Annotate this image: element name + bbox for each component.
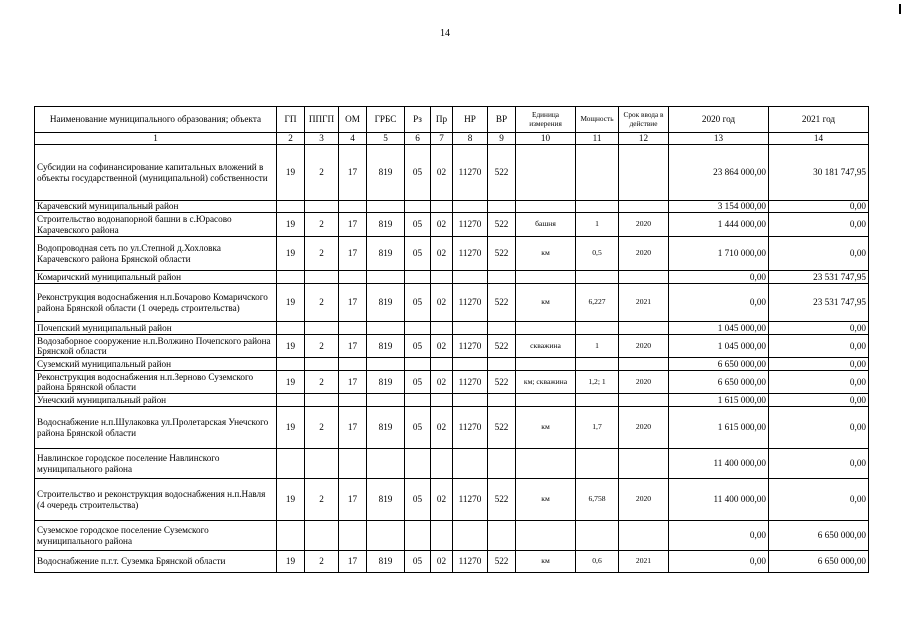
cell-grbs: 819 — [367, 284, 405, 322]
cell-vr: 522 — [488, 407, 516, 449]
cell-rz — [405, 201, 431, 213]
cell-pr — [431, 271, 453, 284]
cell-name: Строительство и реконструкция водоснабжения н.п.Навля (4 очередь строительства) — [35, 479, 277, 521]
cell-gp — [277, 322, 305, 335]
cell-unit — [516, 394, 576, 407]
column-number: 6 — [405, 133, 431, 145]
table-row — [35, 335, 869, 358]
table-row — [35, 449, 869, 479]
cell-grbs — [367, 394, 405, 407]
cell-grbs — [367, 521, 405, 551]
table-row — [35, 145, 869, 201]
cell-unit: башня — [516, 213, 576, 237]
header-2021: 2021 год — [769, 107, 869, 133]
cell-name: Суземское городское поселение Суземского муниципального района — [35, 521, 277, 551]
cell-unit — [516, 521, 576, 551]
cell-rz — [405, 358, 431, 371]
header-name: Наименование муниципального образования; объекта — [35, 107, 277, 133]
cell-vr: 522 — [488, 237, 516, 271]
cell-year-2020: 0,00 — [669, 551, 769, 573]
cell-grbs: 819 — [367, 237, 405, 271]
cell-nr — [453, 394, 488, 407]
table-row — [35, 479, 869, 521]
cell-rz: 05 — [405, 407, 431, 449]
cell-unit — [516, 145, 576, 201]
table-row — [35, 394, 869, 407]
column-number: 4 — [339, 133, 367, 145]
column-number: 3 — [305, 133, 339, 145]
cell-om: 17 — [339, 213, 367, 237]
cell-ppgp: 2 — [305, 479, 339, 521]
cell-unit: км — [516, 479, 576, 521]
table-row — [35, 201, 869, 213]
cell-om: 17 — [339, 284, 367, 322]
cell-om: 17 — [339, 551, 367, 573]
column-number: 2 — [277, 133, 305, 145]
header-gp: ГП — [277, 107, 305, 133]
cell-rz: 05 — [405, 479, 431, 521]
table-row — [35, 407, 869, 449]
table-row — [35, 271, 869, 284]
cell-nr: 11270 — [453, 213, 488, 237]
cell-capacityear- — [576, 145, 619, 201]
cell-ppgp — [305, 394, 339, 407]
cell-pr: 02 — [431, 371, 453, 394]
cell-deadline: 2021 — [619, 284, 669, 322]
cell-year-2021: 0,00 — [769, 322, 869, 335]
cell-rz: 05 — [405, 145, 431, 201]
cell-rz — [405, 394, 431, 407]
cell-capacityear-: 0,5 — [576, 237, 619, 271]
cell-year-2021: 0,00 — [769, 358, 869, 371]
table-row — [35, 284, 869, 322]
column-number: 8 — [453, 133, 488, 145]
cell-grbs — [367, 322, 405, 335]
cell-name: Субсидии на софинансирование капитальных вложений в объекты государственной (муниципальной) собственности — [35, 145, 277, 201]
cell-deadline — [619, 394, 669, 407]
cell-rz: 05 — [405, 335, 431, 358]
table-row — [35, 551, 869, 573]
cell-om — [339, 201, 367, 213]
cell-year-2021: 0,00 — [769, 407, 869, 449]
cell-grbs: 819 — [367, 407, 405, 449]
cell-om — [339, 358, 367, 371]
cell-year-2021: 0,00 — [769, 237, 869, 271]
cell-year-2021: 23 531 747,95 — [769, 271, 869, 284]
cell-year-2020: 1 710 000,00 — [669, 237, 769, 271]
cell-pr: 02 — [431, 407, 453, 449]
cell-year-2020: 1 444 000,00 — [669, 213, 769, 237]
cell-nr: 11270 — [453, 335, 488, 358]
cell-unit: км — [516, 407, 576, 449]
cell-ppgp: 2 — [305, 335, 339, 358]
cell-year-2020: 3 154 000,00 — [669, 201, 769, 213]
cell-om: 17 — [339, 371, 367, 394]
cell-deadline — [619, 358, 669, 371]
cell-deadline: 2021 — [619, 551, 669, 573]
cell-year-2021: 30 181 747,95 — [769, 145, 869, 201]
cell-nr — [453, 322, 488, 335]
cell-capacityear- — [576, 521, 619, 551]
header-deadline: Срок ввода в действие — [619, 107, 669, 133]
cell-nr: 11270 — [453, 479, 488, 521]
cell-name: Почепский муниципальный район — [35, 322, 277, 335]
cell-nr — [453, 271, 488, 284]
cell-ppgp: 2 — [305, 551, 339, 573]
budget-table — [34, 106, 869, 573]
cell-ppgp — [305, 449, 339, 479]
cell-rz: 05 — [405, 551, 431, 573]
cell-rz — [405, 322, 431, 335]
cell-deadline — [619, 449, 669, 479]
cell-om — [339, 521, 367, 551]
cell-unit — [516, 271, 576, 284]
cell-om — [339, 449, 367, 479]
cell-grbs: 819 — [367, 479, 405, 521]
column-number-row — [35, 133, 869, 145]
header-ppgp: ППГП — [305, 107, 339, 133]
cell-nr — [453, 201, 488, 213]
cell-pr — [431, 322, 453, 335]
cell-year-2021: 0,00 — [769, 371, 869, 394]
cell-gp: 19 — [277, 213, 305, 237]
header-2020: 2020 год — [669, 107, 769, 133]
cell-vr: 522 — [488, 479, 516, 521]
cell-grbs: 819 — [367, 335, 405, 358]
cell-grbs: 819 — [367, 213, 405, 237]
column-number: 10 — [516, 133, 576, 145]
cell-rz — [405, 521, 431, 551]
header-pr: Пр — [431, 107, 453, 133]
cell-gp — [277, 521, 305, 551]
cell-year-2020: 1 615 000,00 — [669, 407, 769, 449]
cell-grbs — [367, 271, 405, 284]
cell-om: 17 — [339, 237, 367, 271]
cell-vr — [488, 449, 516, 479]
cell-nr: 11270 — [453, 371, 488, 394]
cell-nr: 11270 — [453, 551, 488, 573]
cell-gp: 19 — [277, 551, 305, 573]
cell-om: 17 — [339, 407, 367, 449]
cell-deadline: 2020 — [619, 479, 669, 521]
cell-vr — [488, 521, 516, 551]
cell-year-2021: 0,00 — [769, 335, 869, 358]
cell-rz: 05 — [405, 371, 431, 394]
header-rz: Рз — [405, 107, 431, 133]
cell-gp: 19 — [277, 145, 305, 201]
cell-pr — [431, 521, 453, 551]
cell-pr: 02 — [431, 479, 453, 521]
cell-capacityear-: 1,2; 1 — [576, 371, 619, 394]
cell-vr — [488, 271, 516, 284]
cell-name: Водоснабжение п.г.т. Суземка Брянской области — [35, 551, 277, 573]
header-row — [35, 107, 869, 133]
cell-ppgp — [305, 322, 339, 335]
cell-pr: 02 — [431, 284, 453, 322]
cell-gp — [277, 271, 305, 284]
cell-name: Комаричский муниципальный район — [35, 271, 277, 284]
column-number: 13 — [669, 133, 769, 145]
header-om: ОМ — [339, 107, 367, 133]
cell-nr: 11270 — [453, 145, 488, 201]
cell-capacityear- — [576, 358, 619, 371]
cell-ppgp: 2 — [305, 284, 339, 322]
cell-pr: 02 — [431, 213, 453, 237]
table-row — [35, 521, 869, 551]
cell-deadline — [619, 201, 669, 213]
cell-nr: 11270 — [453, 407, 488, 449]
cell-year-2020: 0,00 — [669, 271, 769, 284]
cell-pr: 02 — [431, 145, 453, 201]
cell-vr — [488, 394, 516, 407]
cell-year-2020: 1 045 000,00 — [669, 322, 769, 335]
cell-name: Карачевский муниципальный район — [35, 201, 277, 213]
page-number: 14 — [440, 28, 450, 39]
cell-grbs — [367, 201, 405, 213]
cell-vr — [488, 358, 516, 371]
cell-pr: 02 — [431, 237, 453, 271]
cell-ppgp — [305, 271, 339, 284]
table-row — [35, 237, 869, 271]
cell-unit: км — [516, 551, 576, 573]
cell-vr: 522 — [488, 213, 516, 237]
cell-capacityear-: 1,7 — [576, 407, 619, 449]
cell-capacityear- — [576, 322, 619, 335]
cell-year-2021: 0,00 — [769, 394, 869, 407]
cell-year-2020: 0,00 — [669, 284, 769, 322]
cell-year-2021: 0,00 — [769, 213, 869, 237]
cell-unit: км — [516, 237, 576, 271]
cell-deadline — [619, 322, 669, 335]
cell-rz — [405, 271, 431, 284]
table-row — [35, 213, 869, 237]
cell-name: Водоснабжение н.п.Шулаковка ул.Пролетарская Унечского района Брянской области — [35, 407, 277, 449]
cell-year-2020: 23 864 000,00 — [669, 145, 769, 201]
cell-grbs: 819 — [367, 551, 405, 573]
cell-rz: 05 — [405, 284, 431, 322]
cell-grbs — [367, 358, 405, 371]
cell-pr: 02 — [431, 551, 453, 573]
cell-unit — [516, 201, 576, 213]
cell-gp: 19 — [277, 479, 305, 521]
cell-unit: скважина — [516, 335, 576, 358]
cell-year-2020: 0,00 — [669, 521, 769, 551]
cell-name: Строительство водонапорной башни в с.Юрасово Карачевского района — [35, 213, 277, 237]
column-number: 7 — [431, 133, 453, 145]
cell-grbs — [367, 449, 405, 479]
cell-capacityear-: 6,227 — [576, 284, 619, 322]
cell-gp — [277, 201, 305, 213]
cell-year-2021: 6 650 000,00 — [769, 521, 869, 551]
cell-capacityear-: 0,6 — [576, 551, 619, 573]
cell-rz: 05 — [405, 237, 431, 271]
cell-name: Реконструкция водоснабжения н.п.Бочарово Комаричского района Брянской области (1 очередь строительства) — [35, 284, 277, 322]
cell-om: 17 — [339, 335, 367, 358]
cell-nr — [453, 449, 488, 479]
cell-pr — [431, 201, 453, 213]
cell-gp: 19 — [277, 407, 305, 449]
cell-ppgp — [305, 358, 339, 371]
cell-nr: 11270 — [453, 237, 488, 271]
cell-deadline — [619, 521, 669, 551]
header-vr: ВР — [488, 107, 516, 133]
table-row — [35, 358, 869, 371]
cell-om: 17 — [339, 145, 367, 201]
cell-name: Навлинское городское поселение Навлинского муниципального района — [35, 449, 277, 479]
cell-om — [339, 394, 367, 407]
cell-pr — [431, 449, 453, 479]
cell-year-2021: 0,00 — [769, 449, 869, 479]
cell-year-2021: 0,00 — [769, 201, 869, 213]
cell-deadline: 2020 — [619, 371, 669, 394]
cell-year-2020: 6 650 000,00 — [669, 371, 769, 394]
cell-gp: 19 — [277, 335, 305, 358]
cell-ppgp: 2 — [305, 371, 339, 394]
cell-vr: 522 — [488, 284, 516, 322]
cell-capacityear- — [576, 449, 619, 479]
cell-capacityear-: 1 — [576, 335, 619, 358]
cell-om — [339, 271, 367, 284]
cell-unit: км — [516, 284, 576, 322]
cell-deadline: 2020 — [619, 335, 669, 358]
cell-nr — [453, 521, 488, 551]
cell-year-2020: 11 400 000,00 — [669, 449, 769, 479]
cell-capacityear-: 1 — [576, 213, 619, 237]
cell-vr: 522 — [488, 145, 516, 201]
column-number: 1 — [35, 133, 277, 145]
header-capacity: Мощность — [576, 107, 619, 133]
column-number: 9 — [488, 133, 516, 145]
cell-name: Унечский муниципальный район — [35, 394, 277, 407]
cell-gp: 19 — [277, 284, 305, 322]
cell-ppgp: 2 — [305, 145, 339, 201]
cell-om: 17 — [339, 479, 367, 521]
cell-gp — [277, 449, 305, 479]
cell-nr — [453, 358, 488, 371]
cell-ppgp — [305, 521, 339, 551]
cell-vr: 522 — [488, 371, 516, 394]
cell-ppgp: 2 — [305, 213, 339, 237]
cell-year-2021: 0,00 — [769, 479, 869, 521]
cell-year-2021: 23 531 747,95 — [769, 284, 869, 322]
cell-name: Реконструкция водоснабжения н.п.Зерново Суземского района Брянской области — [35, 371, 277, 394]
cell-gp: 19 — [277, 371, 305, 394]
header-unit: Единица измерения — [516, 107, 576, 133]
cell-pr — [431, 358, 453, 371]
cell-year-2020: 1 615 000,00 — [669, 394, 769, 407]
cell-grbs: 819 — [367, 145, 405, 201]
cell-unit: км; скважина — [516, 371, 576, 394]
column-number: 12 — [619, 133, 669, 145]
cell-gp — [277, 394, 305, 407]
cell-deadline: 2020 — [619, 213, 669, 237]
cell-year-2021: 6 650 000,00 — [769, 551, 869, 573]
cell-vr: 522 — [488, 335, 516, 358]
cell-capacityear-: 6,758 — [576, 479, 619, 521]
cell-year-2020: 1 045 000,00 — [669, 335, 769, 358]
cell-capacityear- — [576, 201, 619, 213]
column-number: 5 — [367, 133, 405, 145]
cell-om — [339, 322, 367, 335]
cell-capacityear- — [576, 271, 619, 284]
cell-name: Водозаборное сооружение н.п.Волжино Почепского района Брянской области — [35, 335, 277, 358]
cell-vr: 522 — [488, 551, 516, 573]
table-body — [35, 145, 869, 573]
cell-unit — [516, 358, 576, 371]
cell-nr: 11270 — [453, 284, 488, 322]
cell-name: Водопроводная сеть по ул.Степной д.Хохловка Карачевского района Брянской области — [35, 237, 277, 271]
header-grbs: ГРБС — [367, 107, 405, 133]
cell-ppgp: 2 — [305, 407, 339, 449]
cell-capacityear- — [576, 394, 619, 407]
cell-ppgp — [305, 201, 339, 213]
cell-vr — [488, 201, 516, 213]
cell-ppgp: 2 — [305, 237, 339, 271]
cell-vr — [488, 322, 516, 335]
cell-gp: 19 — [277, 237, 305, 271]
header-nr: НР — [453, 107, 488, 133]
cell-year-2020: 6 650 000,00 — [669, 358, 769, 371]
cell-pr — [431, 394, 453, 407]
column-number: 11 — [576, 133, 619, 145]
cell-unit — [516, 449, 576, 479]
cell-grbs: 819 — [367, 371, 405, 394]
cell-unit — [516, 322, 576, 335]
scan-edge-mark — [899, 4, 901, 14]
column-number: 14 — [769, 133, 869, 145]
cell-name: Суземский муниципальный район — [35, 358, 277, 371]
cell-gp — [277, 358, 305, 371]
table-row — [35, 371, 869, 394]
cell-year-2020: 11 400 000,00 — [669, 479, 769, 521]
cell-deadline: 2020 — [619, 407, 669, 449]
cell-rz — [405, 449, 431, 479]
table-row — [35, 322, 869, 335]
cell-pr: 02 — [431, 335, 453, 358]
cell-rz: 05 — [405, 213, 431, 237]
cell-deadline — [619, 145, 669, 201]
cell-deadline: 2020 — [619, 237, 669, 271]
cell-deadline — [619, 271, 669, 284]
